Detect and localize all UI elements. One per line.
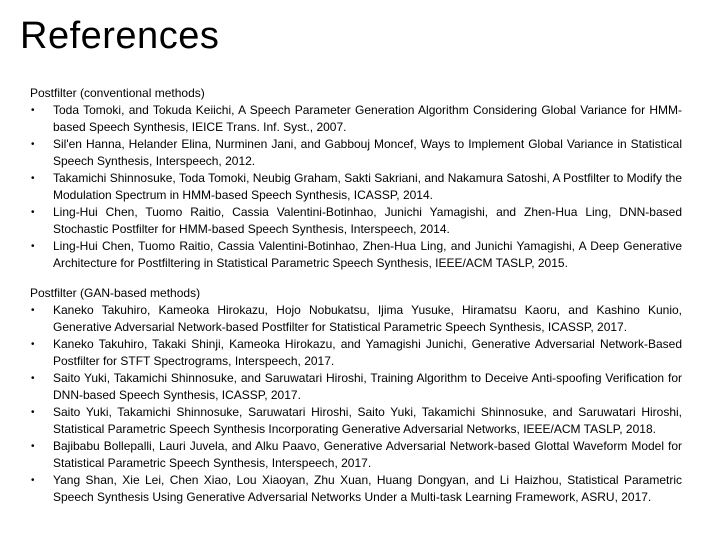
list-item	[30, 204, 682, 238]
bullet-icon: •	[31, 207, 35, 218]
list-item	[30, 302, 682, 336]
reference-text: Kaneko Takuhiro, Takaki Shinji, Kameoka Hirokazu, and Yamagishi Junichi, Generative Adversarial Network-Based Postfilter for STFT Spectrograms, Interspeech, 2017.	[53, 337, 682, 368]
reference-list	[30, 302, 682, 506]
bullet-icon: •	[31, 139, 35, 150]
list-item	[30, 170, 682, 204]
bullet-icon: •	[31, 441, 35, 452]
reference-text: Toda Tomoki, and Tokuda Keiichi, A Speech Parameter Generation Algorithm Considering Global Variance for HMM-based Speech Synthesis, IEICE Trans. Inf. Syst., 2007.	[53, 103, 682, 134]
section-gan	[30, 285, 682, 506]
bullet-icon: •	[31, 373, 35, 384]
section-conventional	[30, 85, 682, 272]
reference-text: Sil'en Hanna, Helander Elina, Nurminen Jani, and Gabbouj Moncef, Ways to Implement Global Variance in Statistical Speech Synthesis, Interspeech, 2012.	[53, 137, 682, 168]
reference-text: Takamichi Shinnosuke, Toda Tomoki, Neubig Graham, Sakti Sakriani, and Nakamura Satoshi, A Postfilter to Modify the Modulation Spectrum in HMM-based Speech Synthesis, ICASSP, 2014.	[53, 171, 682, 202]
bullet-icon: •	[31, 105, 35, 116]
reference-text: Ling-Hui Chen, Tuomo Raitio, Cassia Valentini-Botinhao, Zhen-Hua Ling, and Junichi Yamagishi, A Deep Generative Architecture for Postfiltering in Statistical Parametric Speech Synthesis, IEEE/ACM TASLP, 2015.	[53, 239, 682, 270]
list-item	[30, 336, 682, 370]
reference-text: Bajibabu Bollepalli, Lauri Juvela, and Alku Paavo, Generative Adversarial Network-based Glottal Waveform Model for Statistical Parametric Speech Synthesis, Interspeech, 2017.	[53, 439, 682, 470]
page-title: References	[20, 15, 220, 57]
reference-text: Saito Yuki, Takamichi Shinnosuke, and Saruwatari Hiroshi, Training Algorithm to Deceive Anti-spoofing Verification for DNN-based Speech Synthesis, ICASSP, 2017.	[53, 371, 682, 402]
bullet-icon: •	[31, 339, 35, 350]
references-content	[30, 85, 682, 506]
list-item	[30, 472, 682, 506]
list-item	[30, 136, 682, 170]
list-item	[30, 370, 682, 404]
bullet-icon: •	[31, 305, 35, 316]
section-heading: Postfilter (GAN-based methods)	[30, 286, 201, 300]
reference-list	[30, 102, 682, 272]
list-item	[30, 438, 682, 472]
bullet-icon: •	[31, 241, 35, 252]
reference-text: Yang Shan, Xie Lei, Chen Xiao, Lou Xiaoyan, Zhu Xuan, Huang Dongyan, and Li Haizhou, Statistical Parametric Speech Synthesis Using Generative Adversarial Networks Under a Multi-task Learning Framework, ASRU, 2017.	[53, 473, 682, 504]
list-item	[30, 404, 682, 438]
bullet-icon: •	[31, 173, 35, 184]
list-item	[30, 102, 682, 136]
bullet-icon: •	[31, 407, 35, 418]
section-heading: Postfilter (conventional methods)	[30, 86, 205, 100]
reference-text: Kaneko Takuhiro, Kameoka Hirokazu, Hojo Nobukatsu, Ijima Yusuke, Hiramatsu Kaoru, and Kashino Kunio, Generative Adversarial Network-based Postfilter for Statistical Parametric Speech Synthesis, ICASSP, 2017.	[53, 303, 682, 334]
list-item	[30, 238, 682, 272]
reference-text: Ling-Hui Chen, Tuomo Raitio, Cassia Valentini-Botinhao, Junichi Yamagishi, and Zhen-Hua Ling, DNN-based Stochastic Postfilter for HMM-based Speech Synthesis, Interspeech, 2014.	[53, 205, 682, 236]
bullet-icon: •	[31, 475, 35, 486]
reference-text: Saito Yuki, Takamichi Shinnosuke, Saruwatari Hiroshi, Saito Yuki, Takamichi Shinnosuke, and Saruwatari Hiroshi, Statistical Parametric Speech Synthesis Incorporating Generative Adversarial Networks, IEEE/ACM TASLP, 2018.	[53, 405, 682, 436]
